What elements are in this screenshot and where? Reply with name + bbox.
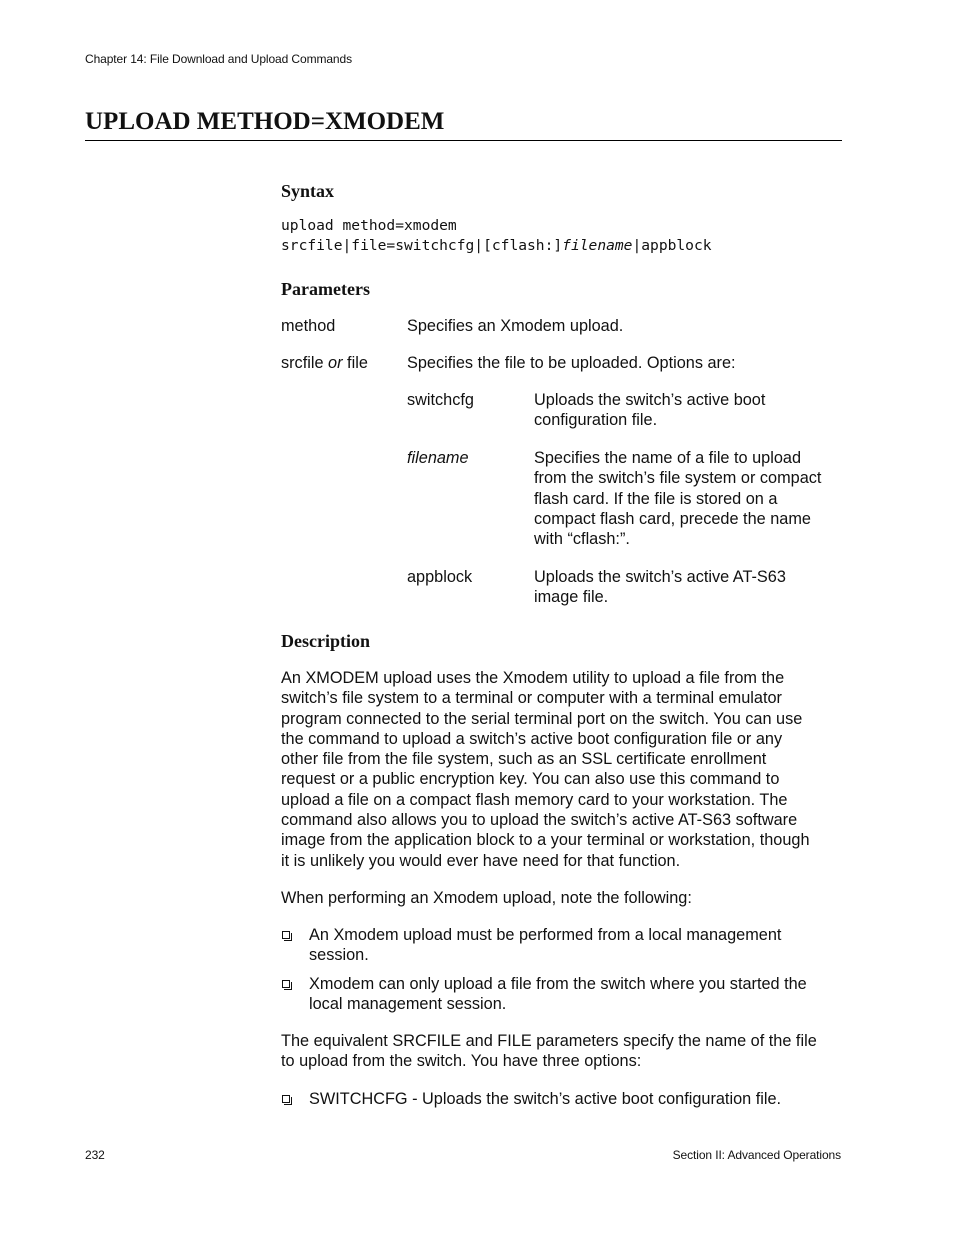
list-item-line: session. bbox=[309, 946, 369, 965]
list-item-line: local management session. bbox=[309, 995, 507, 1014]
param-method-desc: Specifies an Xmodem upload. bbox=[407, 317, 624, 335]
list-item-line: Xmodem can only upload a file from the switch where you started the bbox=[309, 975, 807, 993]
param-srcfile-or: or bbox=[328, 354, 343, 372]
description-heading: Description bbox=[281, 631, 370, 651]
param-srcfile-name-b: file bbox=[342, 354, 368, 372]
paragraph-line: switch’s file system to a terminal or computer with a terminal emulator bbox=[281, 689, 782, 708]
paragraph-line: request or a public encryption key. You can also use this command to bbox=[281, 770, 780, 789]
option-desc-line: Uploads the switch’s active boot bbox=[534, 391, 766, 409]
checkbox-bullet-icon bbox=[282, 931, 290, 939]
option-desc-line: configuration file. bbox=[534, 411, 658, 430]
paragraph-line: image from the application block to a your terminal or workstation, though bbox=[281, 831, 810, 850]
option-desc-line: compact flash card, precede the name bbox=[534, 509, 811, 528]
option-desc-line: Specifies the name of a file to upload bbox=[534, 449, 802, 467]
paragraph-line: The equivalent SRCFILE and FILE parameters specify the name of the file bbox=[281, 1032, 817, 1050]
list-item bbox=[309, 974, 807, 1015]
title-rule bbox=[85, 140, 842, 141]
syntax-line-1: upload method=xmodem bbox=[281, 217, 457, 234]
page-number: 232 bbox=[85, 1148, 105, 1162]
checkbox-bullet-icon bbox=[282, 980, 290, 988]
syntax-line-2-suffix: |appblock bbox=[632, 237, 712, 254]
list-item-line: SWITCHCFG - Uploads the switch’s active boot configuration file. bbox=[309, 1090, 782, 1108]
option-filename-name: filename bbox=[407, 449, 469, 467]
option-desc-line: flash card. If the file is stored on a bbox=[534, 489, 778, 508]
list-item bbox=[309, 1089, 781, 1109]
running-header: Chapter 14: File Download and Upload Commands bbox=[85, 52, 352, 66]
checkbox-bullet-icon bbox=[282, 1095, 290, 1103]
description-paragraph-1 bbox=[281, 668, 810, 871]
paragraph-line: it is unlikely you would ever have need for that function. bbox=[281, 851, 681, 870]
option-appblock-name: appblock bbox=[407, 568, 473, 586]
paragraph-line: the command to upload a switch’s active boot configuration file or any bbox=[281, 729, 783, 748]
running-footer-section: Section II: Advanced Operations bbox=[672, 1148, 841, 1162]
paragraph-line: program connected to the serial terminal port on the switch. You can use bbox=[281, 709, 803, 728]
option-desc-line: Uploads the switch’s active AT-S63 bbox=[534, 568, 786, 586]
option-switchcfg-desc bbox=[534, 390, 765, 431]
list-item bbox=[309, 925, 781, 966]
description-paragraph-3 bbox=[281, 1031, 817, 1072]
param-srcfile-desc: Specifies the file to be uploaded. Options are: bbox=[407, 354, 736, 372]
option-appblock-desc bbox=[534, 567, 786, 608]
page-title: UPLOAD METHOD=XMODEM bbox=[85, 108, 445, 135]
param-method-name: method bbox=[281, 317, 336, 335]
option-filename-desc bbox=[534, 448, 821, 549]
param-srcfile-name bbox=[281, 353, 368, 373]
syntax-filename-placeholder: filename bbox=[562, 237, 633, 254]
syntax-heading: Syntax bbox=[281, 181, 335, 201]
description-paragraph-2: When performing an Xmodem upload, note the following: bbox=[281, 889, 692, 907]
parameters-heading: Parameters bbox=[281, 279, 370, 299]
option-switchcfg-name: switchcfg bbox=[407, 391, 474, 409]
syntax-line-2-prefix: srcfile|file=switchcfg|[cflash:] bbox=[281, 237, 563, 254]
paragraph-line: An XMODEM upload uses the Xmodem utility to upload a file from the bbox=[281, 669, 785, 687]
option-desc-line: with “cflash:”. bbox=[534, 530, 630, 549]
paragraph-line: other file from the file system, such as an SSL certificate enrollment bbox=[281, 750, 767, 769]
paragraph-line: upload a file on a compact flash memory card to your workstation. The bbox=[281, 790, 788, 809]
paragraph-line: to upload from the switch. You have three options: bbox=[281, 1052, 642, 1071]
paragraph-line: command also allows you to upload the switch’s active AT-S63 software bbox=[281, 811, 798, 830]
syntax-line-2 bbox=[281, 236, 712, 256]
option-desc-line: from the switch’s file system or compact bbox=[534, 469, 822, 488]
param-srcfile-name-a: srcfile bbox=[281, 354, 329, 372]
list-item-line: An Xmodem upload must be performed from a local management bbox=[309, 926, 782, 944]
option-desc-line: image file. bbox=[534, 588, 609, 607]
